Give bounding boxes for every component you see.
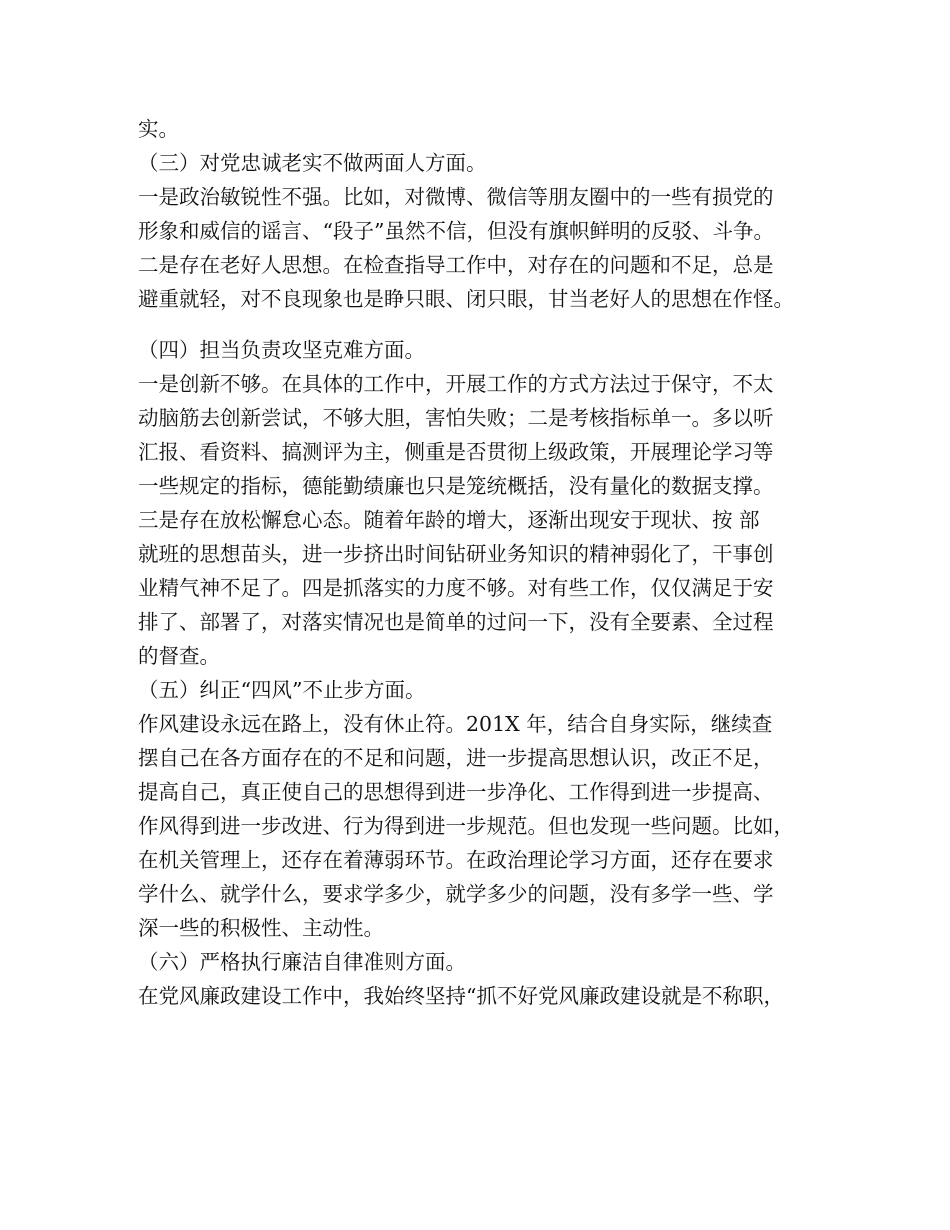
body-line: 学什么、就学什么，要求学多少，就学多少的问题，没有多学一些、学 [138,882,774,906]
paragraph-gap [138,316,818,333]
body-line: 的督查。 [138,644,220,668]
body-line: 一是创新不够。在具体的工作中，开展工作的方式方法过于保守，不太 [138,372,774,396]
body-line: 作风得到进一步改进、行为得到进一步规范。但也发现一些问题。比如， [138,814,794,838]
body-line: 排了、部署了，对落实情况也是简单的过问一下，没有全要素、全过程 [138,610,774,634]
body-line: 动脑筋去创新尝试，不够大胆，害怕失败；二是考核指标单一。多以听 [138,406,774,430]
body-line: 摆自己在各方面存在的不足和问题，进一步提高思想认识，改正不足， [138,746,774,770]
body-line: 一是政治敏锐性不强。比如，对微博、微信等朋友圈中的一些有损党的 [138,185,774,209]
section-heading-3: （三）对党忠诚老实不做两面人方面。 [138,151,487,175]
paragraph-continuation: 实。 [138,117,179,141]
section-heading-4: （四）担当负责攻坚克难方面。 [138,338,425,362]
body-line: 汇报、看资料、搞测评为主，侧重是否贯彻上级政策，开展理论学习等 [138,440,774,464]
body-line: 就班的思想苗头，进一步挤出时间钻研业务知识的精神弱化了，干事创 [138,542,774,566]
body-line: 避重就轻，对不良现象也是睁只眼、闭只眼，甘当老好人的思想在作怪。 [138,287,794,311]
body-line: 形象和威信的谣言、“段子”虽然不信，但没有旗帜鲜明的反驳、斗争。 [138,219,774,243]
section-heading-6: （六）严格执行廉洁自律准则方面。 [138,950,466,974]
body-line: 在党风廉政建设工作中，我始终坚持“抓不好党风廉政建设就是不称职， [138,984,784,1008]
body-line: 三是存在放松懈怠心态。随着年龄的增大，逐渐出现安于现状、按 部 [138,508,760,532]
body-line: 一些规定的指标，德能勤绩廉也只是笼统概括，没有量化的数据支撑。 [138,474,774,498]
section-heading-5: （五）纠正“四风”不止步方面。 [138,678,426,702]
body-line: 深一些的积极性、主动性。 [138,916,384,940]
body-line: 二是存在老好人思想。在检查指导工作中，对存在的问题和不足，总是 [138,253,774,277]
body-line: 业精气神不足了。四是抓落实的力度不够。对有些工作，仅仅满足于安 [138,576,774,600]
body-line: 在机关管理上，还存在着薄弱环节。在政治理论学习方面，还存在要求 [138,848,774,872]
body-line: 提高自己，真正使自己的思想得到进一步净化、工作得到进一步提高、 [138,780,774,804]
body-line: 作风建设永远在路上，没有休止符。201X 年，结合自身实际，继续查 [138,712,773,736]
document-body [138,112,818,1013]
